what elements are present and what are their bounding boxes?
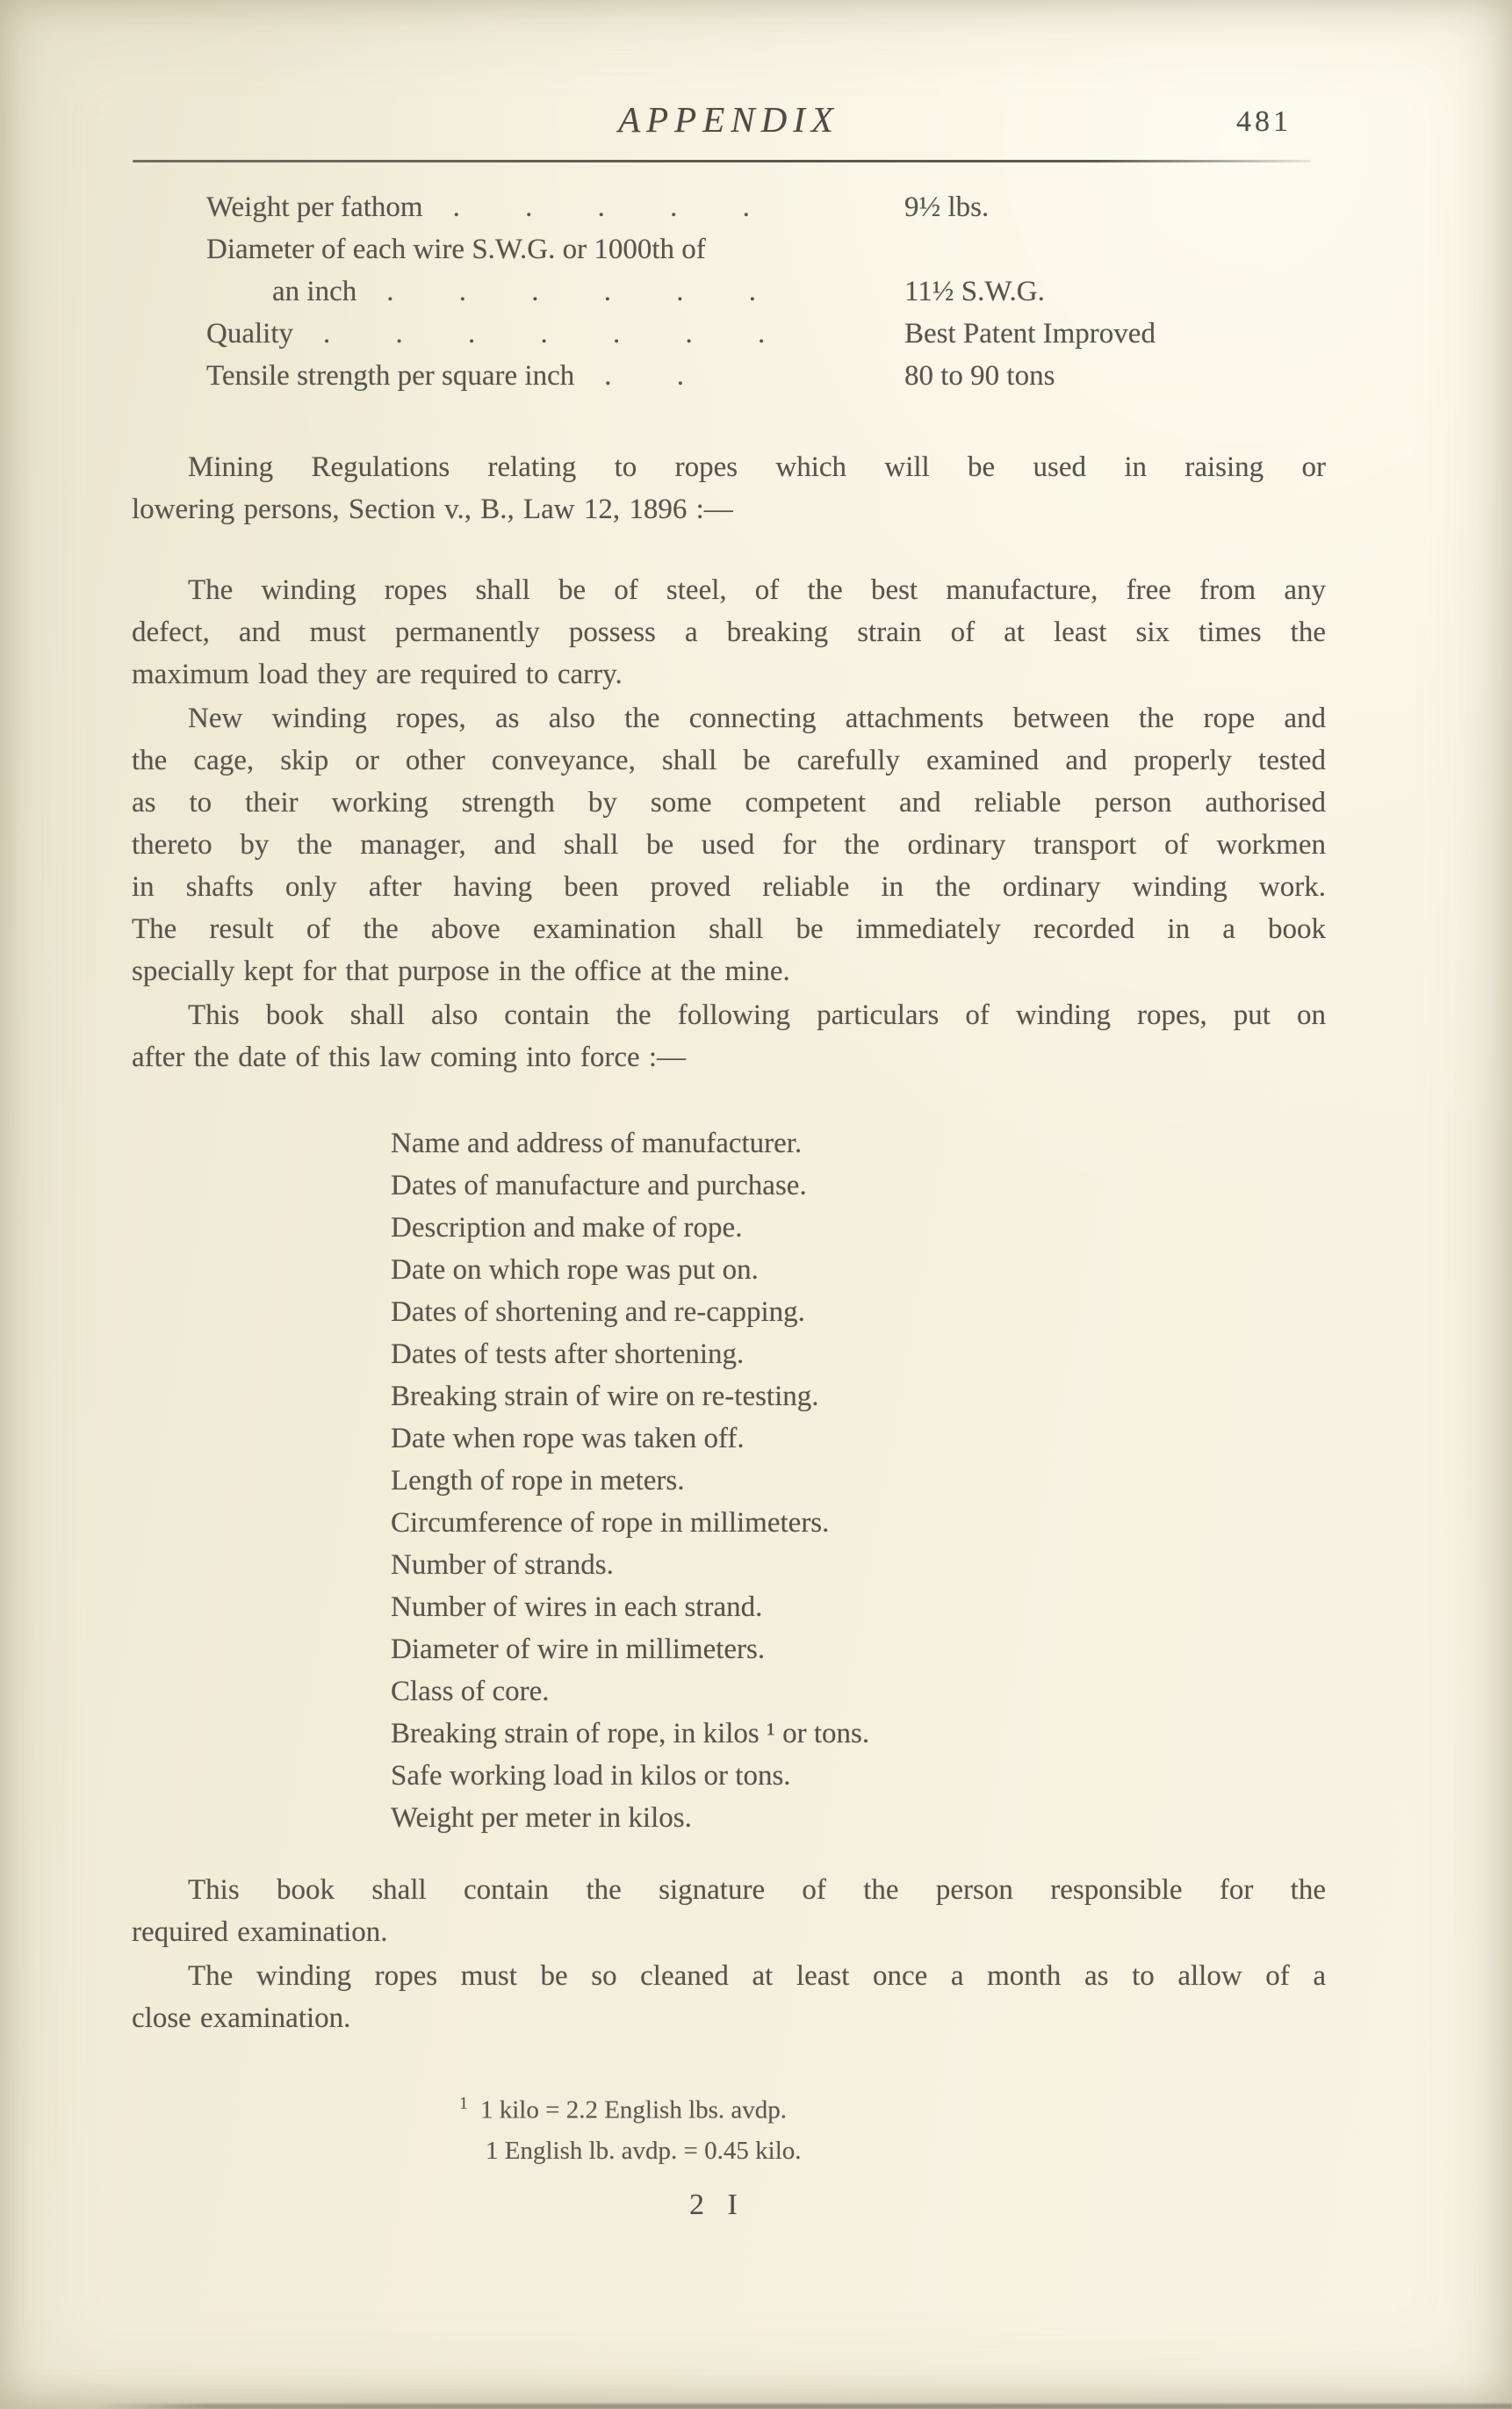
paragraph-winding-ropes-steel: [132, 569, 1326, 696]
leader-dots: . . . . . .: [386, 276, 756, 307]
list-item: Date on which rope was put on.: [391, 1254, 759, 1286]
page-bottom-edge-shadow: [92, 2404, 1512, 2409]
paragraph-line: lowering persons, Section v., B., Law 12, 1896 :—: [132, 494, 733, 525]
footnote-marker: 1: [459, 2094, 468, 2113]
paragraph-line: The winding ropes shall be of steel, of the best manufacture, free from any: [188, 574, 1326, 606]
paragraph-line: as to their working strength by some competent and reliable person authorised: [132, 787, 1326, 819]
paragraph-book-signature: [132, 1869, 1326, 1953]
paragraph-line: required examination.: [132, 1916, 388, 1948]
paragraph-book-particulars: [132, 994, 1326, 1078]
spec-row: [206, 186, 1348, 228]
list-item: Breaking strain of wire on re-testing.: [391, 1381, 819, 1412]
paragraph-line: the cage, skip or other conveyance, shall be carefully examined and properly tested: [132, 745, 1326, 776]
footnote-block: [459, 2083, 802, 2171]
list-item: Dates of manufacture and purchase.: [391, 1170, 807, 1201]
spec-value: Best Patent Improved: [904, 318, 1156, 350]
leader-dots: . .: [604, 360, 684, 392]
paragraph-line: thereto by the manager, and shall be used for the ordinary transport of workmen: [132, 829, 1326, 861]
paragraph-new-winding-ropes: [132, 697, 1326, 992]
spec-row: [206, 228, 1348, 270]
spec-row: [206, 313, 1348, 355]
spec-value: 11½ S.W.G.: [904, 276, 1045, 307]
spec-value: 80 to 90 tons: [904, 360, 1055, 392]
paragraph-mining-regulations: [132, 446, 1326, 530]
paragraph-ropes-cleaned: [132, 1955, 1326, 2039]
footnote-line-1: [459, 2083, 802, 2131]
paragraph-line: This book shall contain the signature of the person responsible for the: [188, 1874, 1326, 1906]
list-item: Number of wires in each strand.: [391, 1591, 763, 1623]
paragraph-line: Mining Regulations relating to ropes which will be used in raising or: [188, 451, 1326, 483]
list-item: Number of strands.: [391, 1549, 614, 1581]
paragraph-line: The winding ropes must be so cleaned at least once a month as to allow of a: [188, 1960, 1326, 1992]
paragraph-line: This book shall also contain the following particulars of winding ropes, put on: [188, 999, 1326, 1031]
list-item: Date when rope was taken off.: [391, 1423, 745, 1454]
list-item: Dates of shortening and re-capping.: [391, 1296, 805, 1328]
paragraph-line: specially kept for that purpose in the office at the mine.: [132, 956, 790, 987]
list-item: Breaking strain of rope, in kilos ¹ or tons.: [391, 1718, 870, 1749]
spec-label: Tensile strength per square inch: [206, 360, 575, 392]
leader-dots: . . . . . . .: [322, 318, 766, 350]
spec-label: Diameter of each wire S.W.G. or 1000th of: [206, 234, 706, 265]
spec-table: [206, 186, 1348, 397]
page-number: 481: [1236, 105, 1292, 138]
spec-label: Weight per fathom: [206, 191, 423, 223]
running-title: APPENDIX: [618, 99, 839, 140]
footnote-text: 1 kilo = 2.2 English lbs. avdp.: [480, 2095, 788, 2124]
list-item: Length of rope in meters.: [391, 1465, 685, 1497]
spec-row: [206, 355, 1348, 397]
paragraph-line: after the date of this law coming into force :—: [132, 1042, 687, 1073]
spec-label: Quality: [206, 318, 293, 350]
paragraph-line: close examination.: [132, 2002, 351, 2034]
footnote-line-2: 1 English lb. avdp. = 0.45 kilo.: [486, 2136, 802, 2165]
list-item: Dates of tests after shortening.: [391, 1338, 745, 1370]
leader-dots: . . . . .: [452, 191, 750, 223]
paragraph-line: New winding ropes, as also the connecting attachments between the rope and: [188, 703, 1326, 734]
list-item: Description and make of rope.: [391, 1212, 743, 1244]
paragraph-line: The result of the above examination shall be immediately recorded in a book: [132, 913, 1326, 945]
paragraph-line: in shafts only after having been proved reliable in the ordinary winding work.: [132, 871, 1326, 903]
list-item: Weight per meter in kilos.: [391, 1802, 692, 1834]
paragraph-line: defect, and must permanently possess a breaking strain of at least six times the: [132, 617, 1326, 648]
list-item: Name and address of manufacturer.: [391, 1128, 803, 1159]
list-item: Class of core.: [391, 1676, 550, 1707]
paragraph-line: maximum load they are required to carry.: [132, 659, 623, 690]
spec-value: 9½ lbs.: [904, 191, 990, 223]
spec-row: [206, 270, 1348, 313]
list-item: Safe working load in kilos or tons.: [391, 1760, 791, 1792]
list-item: Diameter of wire in millimeters.: [391, 1634, 766, 1665]
list-item: Circumference of rope in millimeters.: [391, 1507, 830, 1539]
particulars-list: [391, 1122, 869, 1839]
header-rule: [133, 160, 1311, 162]
signature-mark: 2 I: [689, 2189, 745, 2221]
spec-label: an inch: [272, 276, 357, 307]
